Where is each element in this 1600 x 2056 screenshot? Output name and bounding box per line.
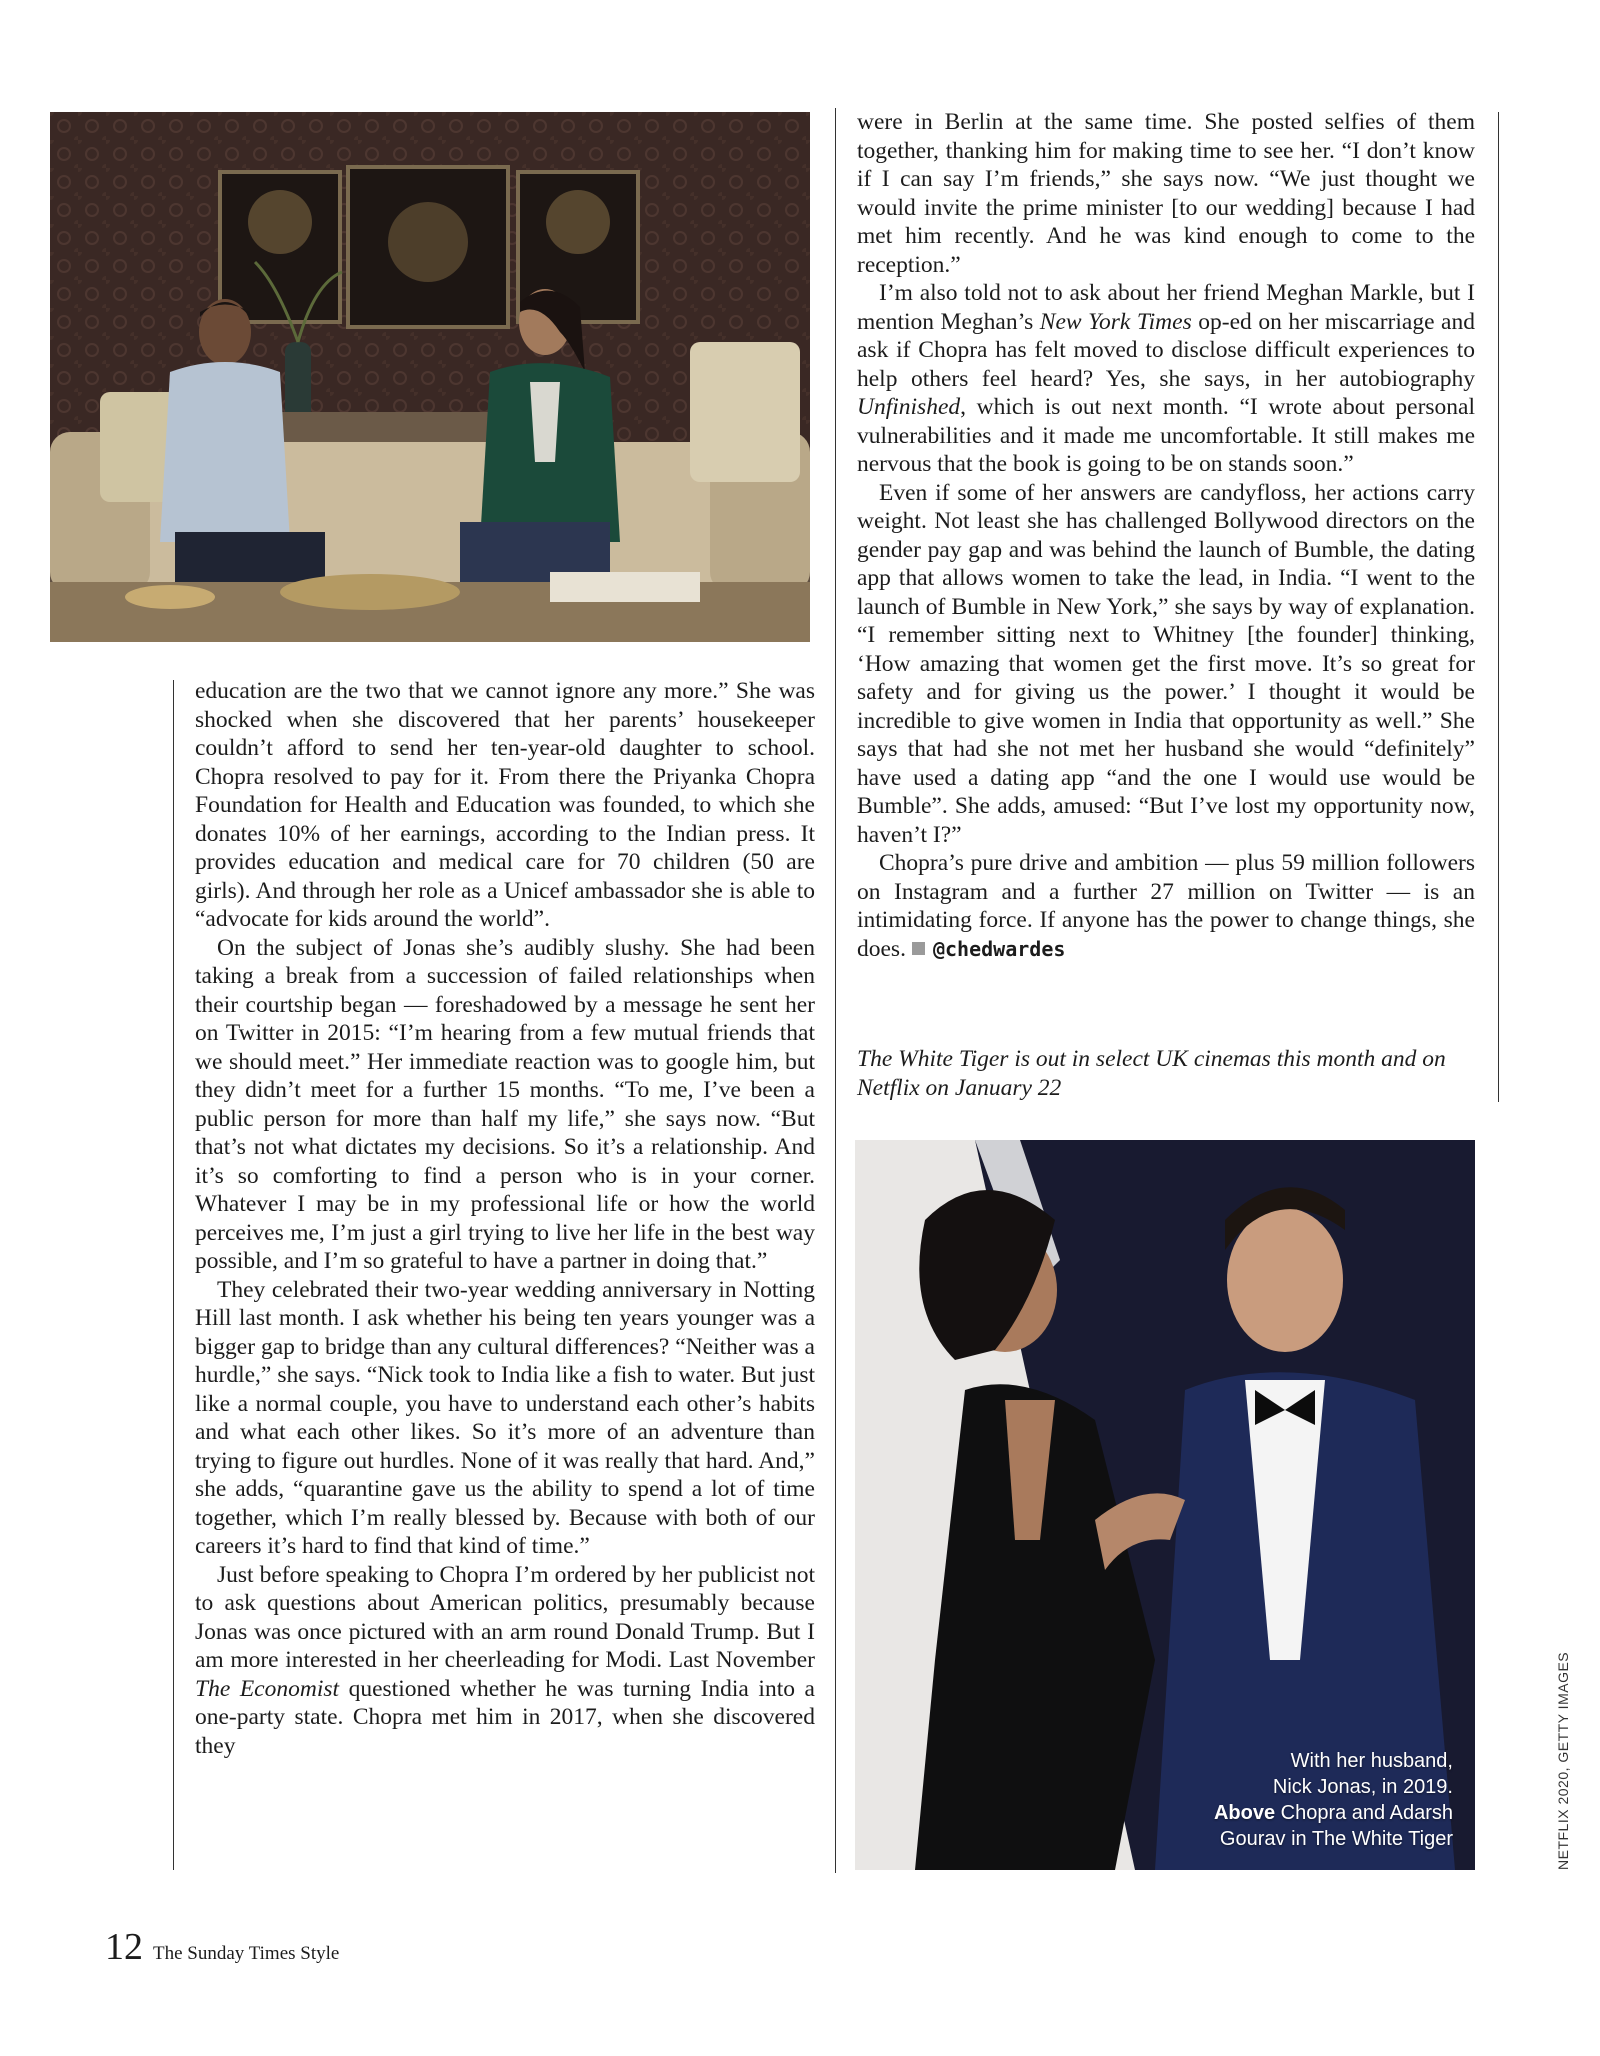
article-paragraph: On the subject of Jonas she’s audibly slushy. She had been taking a break from a succession of failed relationships when their courtship began — foreshadowed by a message he sent her on Twitter in 2015: “I’m hearing from a few mutual friends that we should meet.” Her immediate reaction was to google him, but they didn’t meet for a further 15 months. “To me, I’ve been a public person for more than half my life,” she says now. “But that’s not what dictates my decisions. So it’s a relationship. And it’s so comforting to find a person who is in your corner. Whatever I may be in my professional life or how the world perceives me, I’m just a girl trying to live her life in the best way possible, and I’m so grateful to have a partner in doing that.” [195, 934, 815, 1274]
paragraph-text: I’m also told not to ask about her friend Meghan Markle, but I mention Meghan’s [857, 280, 1475, 335]
article-paragraph [857, 849, 1475, 963]
author-byline: @chedwardes [932, 936, 1066, 961]
page-number: 12 [105, 1926, 143, 1968]
caption-line: Gourav in The White Tiger [1219, 1828, 1453, 1850]
publication-title: The Economist [195, 1675, 340, 1702]
article-paragraph: were in Berlin at the same time. She posted selfies of them together, thanking him for making time to see her. “I don’t know if I can say I’m friends,” she says now. “We just thought we would invite the prime minister [to our wedding] because I had met him recently. And he was kind enough to come to the reception.” [857, 109, 1475, 278]
article-paragraph: Even if some of her answers are candyfloss, her actions carry weight. Not least she has challenged Bollywood directors on the gender pay gap and was behind the launch of Bumble, the dating app that allows women to take the lead, in India. “I went to the launch of Bumble in New York,” she says by way of explanation. “I remember sitting next to Whitney [the founder] thinking, ‘How amazing that women get the first move. It’s so great for safety and for giving us the power.’ I thought it would be incredible to give women in India that opportunity as well.” She says that had she not met her husband she would “definitely” have used a dating app “and the one I would use would be Bumble”. She adds, amused: “But I’ve lost my opportunity now, haven’t I?” [857, 479, 1475, 848]
photo-chopra-jonas [855, 1140, 1475, 1870]
article-paragraph: education are the two that we cannot ignore any more.” She was shocked when she discovered that her parents’ housekeeper couldn’t afford to send her ten-year-old daughter to school. Chopra resolved to pay for it. From there the Priyanka Chopra Foundation for Health and Education was founded, to which she donates 10% of her earnings, according to the Indian press. It provides education and medical care for 70 children (50 are girls). And through her role as a Unicef ambassador she is able to “advocate for kids around the world”. [195, 678, 815, 932]
paragraph-text: op-ed on her miscarriage and ask if Chopra has felt moved to disclose difficult experiences to help others feel heard? Yes, she says, in her autobiography [857, 308, 1475, 392]
article-paragraph: They celebrated their two-year wedding anniversary in Notting Hill last month. I ask whether his being ten years younger was a bigger gap to bridge than any cultural differences? “Neither was a hurdle,” she says. “Nick took to India like a fish to water. But just like a normal couple, you have to understand each other’s habits and what each other likes. So it’s more of an adventure than trying to figure out hurdles. None of it was really that hard. And,” she adds, “quarantine gave us the ability to spend a lot of time together, which I’m really blessed by. Because with both of our careers it’s hard to find that kind of time.” [195, 1276, 815, 1559]
article-column-left [195, 677, 815, 1760]
paragraph-text: Chopra’s pure drive and ambition — plus 59 million followers on Instagram and a further 27 million on Twitter — is an intimidating force. If anyone has the power to change things, she does. [857, 850, 1475, 962]
column-rule-right [1498, 112, 1499, 1102]
caption-line: Nick Jonas, in 2019. [1272, 1776, 1453, 1798]
book-title: Unfinished [857, 394, 961, 420]
photo-credit: NETFLIX 2020, GETTY IMAGES [1555, 1651, 1571, 1870]
caption-text: Chopra and Adarsh [1275, 1802, 1453, 1824]
release-note: The White Tiger is out in select UK cinemas this month and on Netflix on January 22 [857, 1046, 1446, 1101]
publication-title: New York Times [1039, 308, 1192, 335]
article-column-right [857, 108, 1475, 963]
article-paragraph [195, 1561, 815, 1761]
photo-white-tiger-still [50, 112, 810, 642]
article-paragraph [857, 279, 1475, 479]
photo-caption [1214, 1748, 1453, 1852]
page-footer [105, 1925, 339, 1969]
caption-line [1214, 1800, 1453, 1826]
caption-line: With her husband, [1290, 1750, 1453, 1772]
column-rule-middle [835, 108, 836, 1873]
paragraph-text: questioned whether he was turning India into a one-party state. Chopra met him in 2017, when she discovered they [195, 1675, 815, 1759]
caption-bold-label: Above [1213, 1802, 1276, 1824]
publication-name: The Sunday Times Style [153, 1943, 340, 1964]
paragraph-text: , which is out next month. “I wrote about personal vulnerabilities and it made me uncomfortable. It still makes me nervous that the book is going to be on stands soon.” [857, 394, 1475, 477]
end-mark-icon [912, 942, 925, 955]
column-rule-left [173, 680, 174, 1870]
paragraph-text: Just before speaking to Chopra I’m ordered by her publicist not to ask questions about American politics, presumably because Jonas was once pictured with an arm round Donald Trump. But I am more interested in her cheerleading for Modi. Last November [195, 1561, 815, 1673]
white-tiger-scene-illustration [50, 112, 810, 642]
